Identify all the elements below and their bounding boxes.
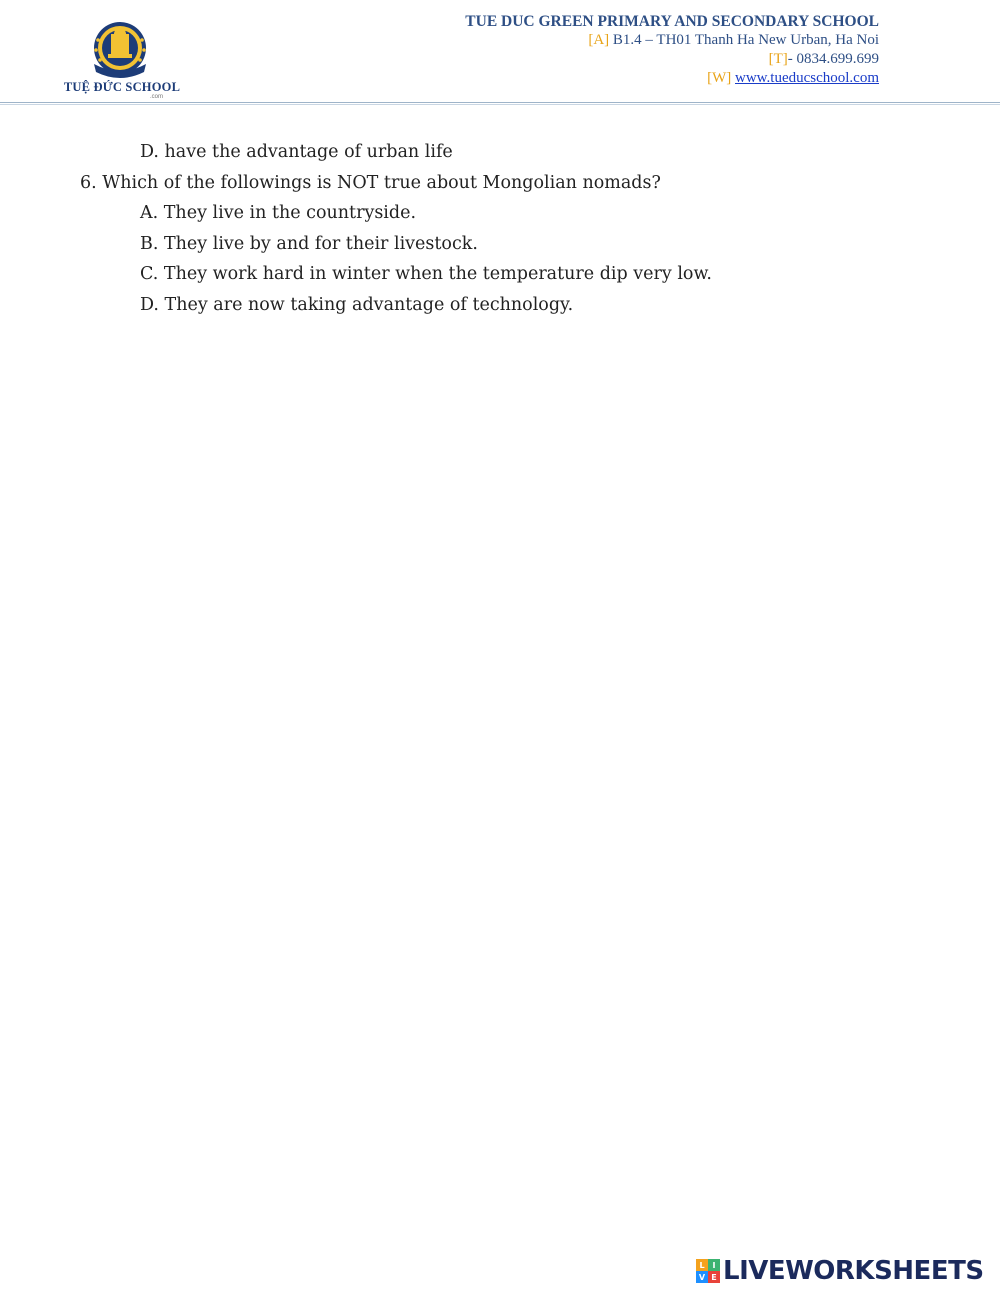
icon-letter-e: E: [708, 1271, 720, 1283]
icon-letter-i: I: [708, 1259, 720, 1271]
header-divider-secondary: [0, 104, 1000, 105]
address-text: B1.4 – TH01 Thanh Ha New Urban, Ha Noi: [609, 32, 879, 48]
phone-tag: [T]: [768, 51, 788, 67]
school-info: [465, 12, 879, 88]
option-c: C. They work hard in winter when the temperature dip very low.: [140, 264, 712, 284]
school-name: TUE DUC GREEN PRIMARY AND SECONDARY SCHOOL: [465, 13, 879, 30]
question-6: 6. Which of the followings is NOT true about Mongolian nomads?: [80, 173, 661, 193]
phone-text: - 0834.699.699: [787, 51, 879, 67]
icon-letter-l: L: [696, 1259, 708, 1271]
option-b: B. They live by and for their livestock.: [140, 234, 478, 254]
phone-line: [465, 50, 879, 69]
header-divider: [0, 102, 1000, 103]
liveworksheets-icon: [696, 1259, 720, 1283]
website-line: [465, 69, 879, 88]
liveworksheets-brand: [696, 1255, 984, 1287]
option-a: A. They live in the countryside.: [140, 203, 417, 223]
logo-text: TUỆ ĐỨC SCHOOL: [63, 80, 181, 94]
website-link[interactable]: www.tueducschool.com: [735, 70, 879, 86]
address-tag: [A]: [588, 32, 610, 48]
brand-text: LIVEWORKSHEETS: [723, 1256, 984, 1286]
icon-letter-v: V: [696, 1271, 708, 1283]
option-d-previous: D. have the advantage of urban life: [140, 142, 453, 162]
website-tag: [W]: [707, 70, 732, 86]
option-d: D. They are now taking advantage of technology.: [140, 295, 574, 315]
logo-subtext: .com: [150, 94, 164, 100]
address-line: [465, 31, 879, 50]
